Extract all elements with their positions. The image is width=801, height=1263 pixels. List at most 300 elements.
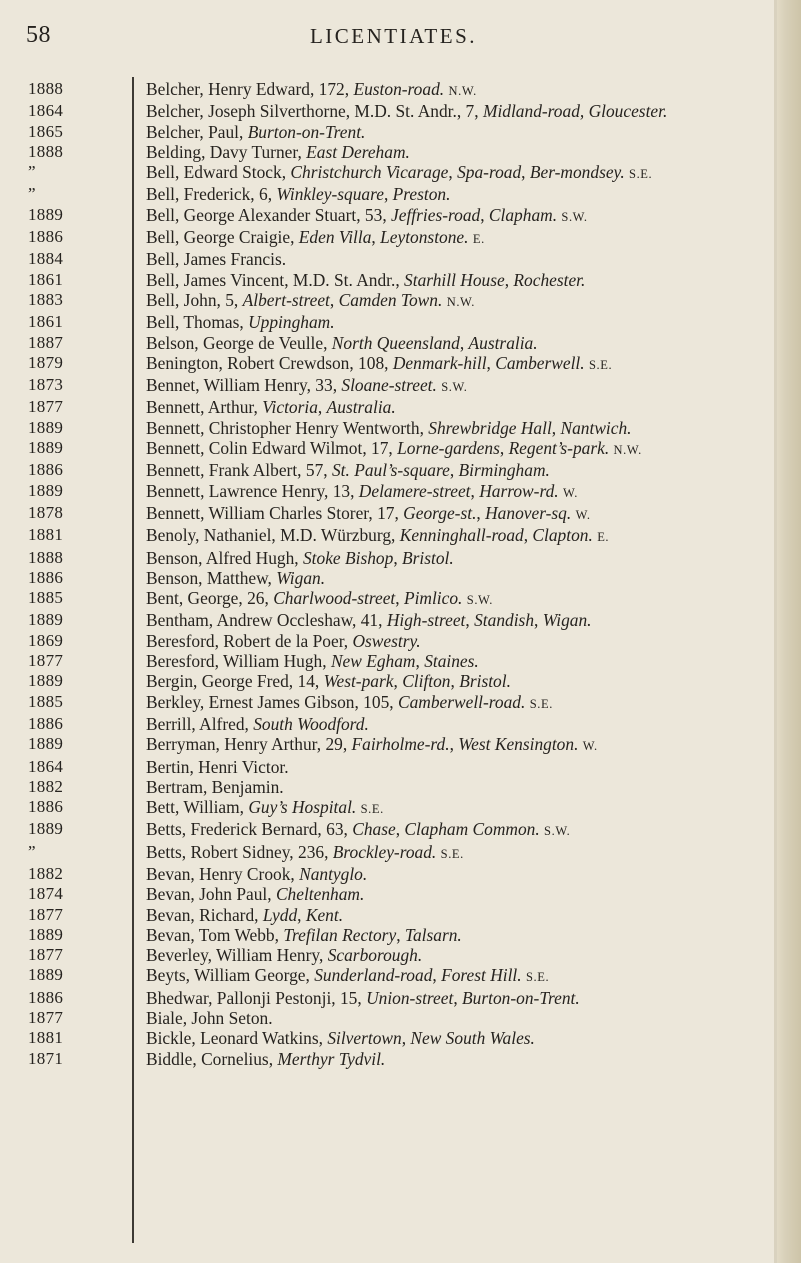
entry-text (146, 864, 782, 884)
entry-year: 1889 (28, 965, 64, 985)
list-item (0, 184, 801, 204)
licentiate-list (0, 79, 801, 1069)
entry-name-text: Bell, James Vincent, M.D. St. Andr., (146, 269, 405, 290)
list-item (0, 819, 801, 841)
entry-text (146, 819, 782, 841)
entry-name-text: , (470, 480, 480, 501)
entry-address: Charlwood-street (273, 588, 396, 609)
list-item (0, 460, 801, 480)
entry-text (146, 418, 782, 438)
entry-year: 1884 (28, 249, 64, 269)
entry-address: Australia. (326, 397, 396, 418)
entry-text (146, 312, 782, 332)
entry-address: Preston. (392, 184, 451, 205)
entry-name-text: , (297, 904, 306, 925)
postal-district: N.W. (446, 294, 476, 309)
entry-year: 1887 (28, 332, 64, 352)
entry-address: Clapton. (532, 525, 593, 546)
entry-address: Starhill House (404, 269, 505, 290)
list-item (0, 842, 801, 864)
entry-text (146, 142, 782, 162)
postal-district: S.W. (544, 824, 571, 839)
entry-text (146, 842, 782, 864)
entry-year: 1889 (28, 734, 64, 754)
entry-address: Wigan. (542, 610, 592, 631)
entry-text (146, 184, 782, 204)
entry-text (146, 671, 782, 691)
entry-text (146, 227, 782, 249)
postal-district: S.E. (529, 696, 553, 711)
entry-address: Australia. (468, 332, 538, 353)
list-item (0, 797, 801, 819)
entry-text (146, 610, 782, 630)
entry-name-text: , (395, 819, 405, 840)
list-item (0, 397, 801, 417)
entry-name-text: , (401, 1028, 411, 1049)
entry-year: 1889 (28, 819, 64, 839)
entry-name-text: Bentham, Andrew Occleshaw, 41, (146, 610, 387, 631)
entry-address: Burton-on-Trent. (462, 987, 580, 1008)
entry-name-text: , (534, 610, 543, 631)
list-item (0, 864, 801, 884)
entry-name-text: , (480, 204, 489, 225)
entry-address: George-st. (403, 502, 477, 523)
entry-name-text: , (486, 352, 496, 373)
entry-name-text: Benson, Matthew, (146, 567, 277, 588)
entry-year: 1889 (28, 610, 64, 630)
entry-address: Camberwell-road. (397, 691, 526, 712)
list-item (0, 290, 801, 312)
entry-text (146, 290, 782, 312)
entry-name-text: , (393, 671, 403, 692)
entry-year: 1864 (28, 101, 64, 121)
entry-name-text: , (551, 417, 561, 438)
entry-address: Burton-on-Trent. (247, 121, 366, 142)
entry-name-text: Belson, George de Veulle, (146, 332, 332, 353)
entry-name-text: , (395, 588, 404, 609)
entry-address: Nantyglo. (299, 863, 368, 884)
entry-year: 1886 (28, 797, 64, 817)
entry-address: Delamere-street (358, 480, 471, 501)
entry-address: Leytonstone. (380, 227, 469, 248)
list-item (0, 588, 801, 610)
postal-district: S.E. (440, 846, 464, 861)
postal-district: S.W. (561, 209, 588, 224)
entry-address: Denmark-hill (392, 352, 487, 373)
entry-address: West Kensington. (458, 734, 579, 755)
entry-text (146, 1049, 782, 1069)
entry-name-text: , (476, 502, 486, 523)
list-item (0, 375, 801, 397)
entry-year: 1888 (28, 547, 64, 567)
postal-district: S.W. (441, 380, 468, 395)
entry-name-text: , (329, 289, 339, 310)
entry-address: Clapham. (488, 204, 558, 225)
entry-address: Fairholme-rd. (351, 734, 450, 755)
entry-text (146, 631, 782, 651)
entry-year: 1886 (28, 227, 64, 247)
list-item (0, 1028, 801, 1048)
entry-text (146, 905, 782, 925)
entry-text (146, 777, 782, 797)
entry-text (146, 270, 782, 290)
entry-address: Victoria (262, 397, 318, 418)
entry-address: Eden Villa (298, 227, 372, 248)
entry-address: Hanover-sq. (485, 502, 572, 523)
entry-name-text: , (415, 651, 425, 672)
list-item (0, 249, 801, 269)
entry-name-text: Benson, Alfred Hugh, (146, 547, 303, 568)
list-item (0, 1049, 801, 1069)
entry-name-text: Bennett, Lawrence Henry, 13, (146, 480, 359, 501)
entry-year: 1861 (28, 312, 64, 332)
entry-name-text: , (504, 269, 514, 290)
entry-address: Oswestry. (352, 630, 421, 651)
entry-year: 1889 (28, 924, 64, 944)
postal-district: E. (472, 232, 485, 247)
entry-name-text: Bennett, Christopher Henry Wentworth, (146, 417, 429, 438)
entry-address: Staines. (424, 651, 479, 672)
entry-name-text: Belcher, Joseph Silverthorne, M.D. St. Andr., 7, (146, 101, 483, 122)
entry-address: Bristol. (402, 547, 454, 568)
entry-name-text: , (449, 734, 459, 755)
entry-address: Ber-mondsey. (529, 162, 625, 183)
entry-name-text: Bell, Thomas, (146, 312, 249, 333)
entry-address: Sunderland-road (314, 965, 433, 986)
entry-year: 1888 (28, 141, 64, 161)
entry-year: 1877 (28, 651, 64, 671)
entry-name-text: , (432, 965, 442, 986)
list-item (0, 525, 801, 547)
entry-name-text: Bevan, John Paul, (146, 884, 276, 905)
entry-name-text: , (371, 227, 381, 248)
entry-address: Cheltenham. (275, 884, 365, 905)
list-item (0, 671, 801, 691)
list-item (0, 965, 801, 987)
entry-year: 1888 (28, 79, 64, 98)
entry-name-text: Bell, John, 5, (146, 289, 243, 310)
entry-text (146, 568, 782, 588)
entry-name-text: Bell, Frederick, 6, (146, 184, 277, 205)
list-item (0, 651, 801, 671)
entry-address: Stoke Bishop (302, 547, 394, 568)
entry-address: Shrewbridge Hall (428, 417, 552, 438)
list-item (0, 777, 801, 797)
entry-name-text: , (499, 438, 509, 459)
entry-address: East Dereham. (306, 141, 410, 162)
entry-name-text: Beresford, William Hugh, (146, 651, 331, 672)
entry-address: Spa-road (457, 162, 522, 183)
entry-address: Euston-road. (353, 79, 445, 99)
entry-address: Bristol. (459, 671, 511, 692)
entry-text (146, 503, 782, 525)
postal-district: S.E. (588, 357, 613, 372)
entry-year: 1889 (28, 417, 64, 437)
list-item (0, 548, 801, 568)
entry-address: Regent’s-park. (508, 438, 610, 459)
entry-year: 1889 (28, 438, 64, 458)
postal-district: N.W. (448, 84, 477, 98)
entry-address: Chase (352, 819, 396, 840)
list-item (0, 945, 801, 965)
entry-address: South Woodford. (253, 713, 369, 734)
entry-address: Jeffries-road (391, 204, 481, 225)
entry-name-text: Bennett, Arthur, (146, 397, 263, 418)
postal-district: S.E. (360, 802, 384, 817)
entry-name-text: Benington, Robert Crewdson, 108, (146, 352, 393, 373)
entry-year: 1873 (28, 375, 64, 395)
entry-address: Albert-street (242, 289, 330, 310)
page-header (26, 22, 761, 54)
entry-year: 1877 (28, 945, 64, 965)
entry-address: Standish (474, 610, 535, 631)
entry-name-text: Bennett, Frank Albert, 57, (146, 460, 332, 481)
entry-address: Nantwich. (560, 417, 632, 438)
entry-year: 1882 (28, 776, 64, 796)
postal-district: S.E. (525, 970, 550, 985)
list-item (0, 418, 801, 438)
entry-name-text: Bevan, Richard, (146, 904, 263, 925)
entry-address: Forest Hill. (441, 965, 522, 986)
entry-text (146, 162, 782, 184)
entry-text (146, 438, 782, 460)
entry-text (146, 884, 782, 904)
list-item (0, 101, 801, 121)
entry-year: 1886 (28, 460, 64, 480)
entry-year: 1869 (28, 630, 64, 650)
entry-address: Scarborough. (327, 945, 423, 966)
entry-year: 1885 (28, 588, 64, 608)
entry-name-text: , (523, 525, 533, 546)
entry-year: 1881 (28, 1028, 64, 1048)
entry-address: Kent. (305, 904, 344, 925)
entry-year: 1878 (28, 502, 64, 522)
list-item (0, 714, 801, 734)
entry-name-text: Betts, Frederick Bernard, 63, (146, 819, 353, 840)
entry-year: 1864 (28, 756, 64, 776)
entry-name-text: Belding, Davy Turner, (146, 141, 307, 162)
entry-year: 1881 (28, 525, 64, 545)
entry-name-text: Bell, George Craigie, (146, 227, 299, 248)
entry-name-text: Bergin, George Fred, 14, (146, 671, 324, 692)
postal-district: N.W. (613, 443, 642, 458)
entry-address: High-street (386, 610, 466, 631)
entry-name-text: Betts, Robert Sidney, 236, (146, 841, 333, 862)
list-item (0, 438, 801, 460)
list-item (0, 757, 801, 777)
entry-text (146, 205, 782, 227)
entry-address: Kenninghall-road (399, 525, 524, 546)
entry-text (146, 797, 782, 819)
entry-name-text: , (459, 332, 469, 353)
entry-address: Lydd (262, 904, 298, 925)
entry-name-text: , (396, 924, 405, 945)
entry-name-text: Benoly, Nathaniel, M.D. Würzburg, (146, 525, 400, 546)
entry-text (146, 375, 782, 397)
entry-year: ” (28, 162, 36, 182)
entry-name-text: Berkley, Ernest James Gibson, 105, (146, 691, 398, 712)
entry-year: 1865 (28, 121, 64, 141)
entry-name-text: Beyts, William George, (146, 965, 315, 986)
entry-address: North Queensland (331, 332, 460, 353)
entry-name-text: Beresford, Robert de la Poer, (146, 630, 353, 651)
entry-name-text: Bertram, Benjamin. (146, 776, 284, 797)
entry-address: Camden Town. (338, 289, 443, 310)
entry-name-text: Berryman, Henry Arthur, 29, (146, 734, 352, 755)
entry-address: New South Wales. (410, 1028, 535, 1049)
entry-year: 1889 (28, 671, 64, 691)
entry-year: ” (28, 184, 36, 204)
entry-name-text: , (450, 671, 460, 692)
entry-text (146, 397, 782, 417)
entry-name-text: Bevan, Henry Crook, (146, 863, 300, 884)
entry-name-text: Beverley, William Henry, (146, 945, 328, 966)
list-item (0, 333, 801, 353)
entry-text (146, 1008, 782, 1028)
entry-name-text: Bett, William, (146, 797, 249, 818)
entry-text (146, 734, 782, 756)
entry-name-text: Bhedwar, Pallonji Pestonji, 15, (146, 987, 367, 1008)
entry-name-text: Bell, James Francis. (146, 249, 287, 270)
entry-name-text: Bell, Edward Stock, (146, 162, 291, 183)
entry-text (146, 460, 782, 480)
entry-address: Guy’s Hospital. (248, 797, 357, 818)
list-item (0, 988, 801, 1008)
entry-address: Pimlico. (403, 588, 463, 609)
list-item (0, 631, 801, 651)
list-item (0, 79, 801, 101)
entry-address: Union-street (366, 987, 454, 1008)
entry-name-text: , (383, 184, 393, 205)
entry-name-text: , (465, 610, 475, 631)
postal-district: W. (582, 739, 598, 754)
entry-name-text: Biddle, Cornelius, (146, 1048, 278, 1069)
list-item (0, 503, 801, 525)
entry-year: 1889 (28, 204, 64, 224)
entry-year: 1885 (28, 691, 64, 711)
entry-text (146, 333, 782, 353)
entry-name-text: Bent, George, 26, (146, 588, 274, 609)
entry-text (146, 122, 782, 142)
entry-text (146, 965, 782, 987)
entry-address: Harrow-rd. (479, 480, 559, 501)
entry-name-text: , (453, 987, 463, 1008)
entry-text (146, 925, 782, 945)
entry-year: 1882 (28, 863, 64, 883)
entry-year: 1886 (28, 987, 64, 1007)
entry-text (146, 548, 782, 568)
entry-address: Birmingham. (458, 460, 550, 481)
entry-address: Christchurch Vicarage (290, 162, 449, 183)
entry-year: 1877 (28, 1008, 64, 1028)
entry-address: Wigan. (276, 567, 326, 588)
entry-text (146, 481, 782, 503)
list-item (0, 905, 801, 925)
entry-name-text: Bennet, William Henry, 33, (146, 375, 342, 396)
entry-name-text: Bertin, Henri Victor. (146, 756, 289, 777)
list-item (0, 568, 801, 588)
entry-text (146, 988, 782, 1008)
entry-year: 1877 (28, 397, 64, 417)
entry-name-text: , (393, 547, 403, 568)
list-item (0, 481, 801, 503)
list-item (0, 1008, 801, 1028)
list-item (0, 353, 801, 375)
entry-address: Talsarn. (404, 924, 462, 945)
entry-year: 1886 (28, 567, 64, 587)
entry-text (146, 945, 782, 965)
entry-address: St. Paul’s-square (331, 460, 450, 481)
list-item (0, 884, 801, 904)
list-item (0, 610, 801, 630)
entry-address: Rochester. (513, 269, 586, 290)
entry-year: ” (28, 841, 36, 861)
entry-name-text: , (521, 162, 530, 183)
postal-district: S.W. (466, 593, 494, 608)
entry-text (146, 249, 782, 269)
entry-text (146, 353, 782, 375)
list-item (0, 692, 801, 714)
entry-address: Camberwell. (495, 352, 585, 373)
running-title: LICENTIATES. (309, 24, 478, 48)
page-number: 58 (26, 22, 51, 48)
entry-name-text: Bennett, William Charles Storer, 17, (146, 502, 404, 523)
entry-address: New Egham (330, 651, 416, 672)
entry-text (146, 101, 782, 121)
entry-name-text: Berrill, Alfred, (146, 713, 254, 734)
entry-name-text: Bell, George Alexander Stuart, 53, (146, 204, 392, 225)
list-item (0, 122, 801, 142)
entry-name-text: Biale, John Seton. (146, 1008, 273, 1029)
list-item (0, 142, 801, 162)
entry-text (146, 651, 782, 671)
entry-text (146, 1028, 782, 1048)
entry-text (146, 714, 782, 734)
entry-text (146, 79, 782, 101)
postal-district: W. (575, 507, 591, 522)
entry-name-text: Belcher, Henry Edward, 172, (146, 79, 354, 99)
list-item (0, 312, 801, 332)
entry-address: Trefilan Rectory (283, 924, 397, 945)
entry-address: Winkley-square (276, 184, 384, 205)
entry-address: Lorne-gardens (397, 438, 500, 459)
entry-name-text: , (317, 397, 327, 418)
entry-name-text: Bennett, Colin Edward Wilmot, 17, (146, 438, 398, 459)
list-item (0, 270, 801, 290)
entry-name-text: , (449, 460, 459, 481)
entry-year: 1889 (28, 480, 64, 500)
list-item (0, 162, 801, 184)
entry-name-text: Bevan, Tom Webb, (146, 924, 284, 945)
entry-address: Uppingham. (248, 312, 335, 333)
entry-address: Silvertown (327, 1028, 402, 1049)
list-item (0, 205, 801, 227)
entry-address: Brockley-road. (332, 841, 437, 862)
entry-text (146, 588, 782, 610)
entry-address: West-park (323, 671, 394, 692)
entry-name-text: Bickle, Leonard Watkins, (146, 1028, 328, 1049)
list-item (0, 925, 801, 945)
postal-district: E. (597, 530, 610, 545)
entry-year: 1874 (28, 884, 64, 904)
entry-name-text: Belcher, Paul, (146, 121, 248, 142)
entry-year: 1861 (28, 269, 64, 289)
entry-text (146, 692, 782, 714)
entry-address: Sloane-street. (341, 375, 437, 396)
list-item (0, 734, 801, 756)
entry-year: 1877 (28, 904, 64, 924)
list-item (0, 227, 801, 249)
